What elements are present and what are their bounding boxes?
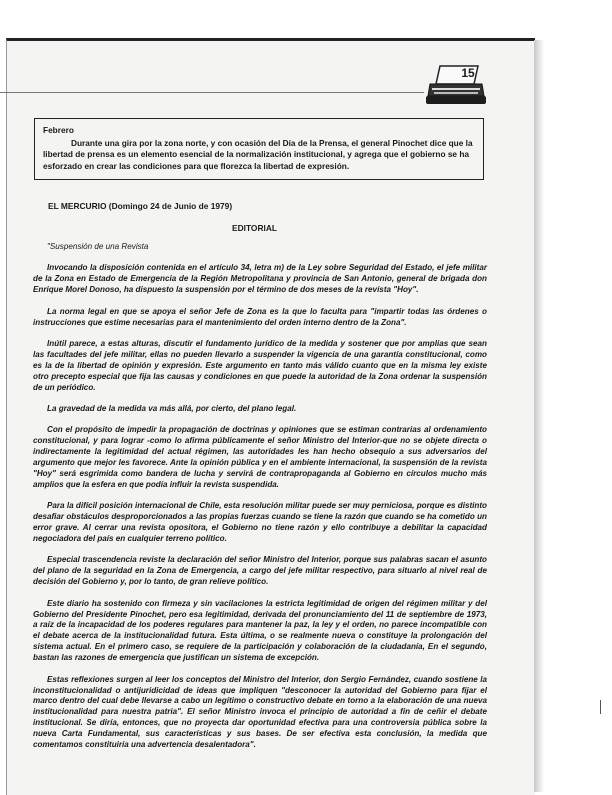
article-paragraph: Con el propósito de impedir la propagación de doctrinas y opiniones que se estiman contrarias al ordenamiento constitucional, y para lograr -como lo afirma públicamente el señor Ministro del Interior-que no se objete directa o indirectamente la legitimidad del actual régimen, las autoridades les han hecho obsequio a sus adversarios del argumento que mejor les favorece. Ante la opinión pública y en el ambiente internacional, la suspensión de la revista "Hoy" será esgrimida como bandera de lucha y servirá de contrapropaganda al Gobierno en círculos mucho más amplios que la esfera en que podía influir la revista suspendida. <box>33 425 487 489</box>
summary-month: Febrero <box>43 125 74 135</box>
article-paragraph: Para la difícil posición internacional de Chile, esta resolución militar puede ser muy perniciosa, porque es distinto desafiar obstáculos desproporcionados a las propias fuerzas cuando se tiene la razón que cuando se ha cometido un error grave. Al cerrar una revista opositora, el Gobierno no tiene razón y ello contribuye a debilitar la capacidad negociadora del país en cualquier terreno político. <box>33 501 487 544</box>
article-paragraph: Invocando la disposición contenida en el artículo 34, letra m) de la Ley sobre Seguridad del Estado, el jefe militar de la Zona en Estado de Emergencia de la Región Metropolitana y provincia de San Antonio, general de brigada don Enrique Morel Donoso, ha dispuesto la suspensión por el término de dos meses de la revista "Hoy". <box>33 263 487 295</box>
article-paragraph: La norma legal en que se apoya el señor Jefe de Zona es la que lo faculta para "impartir todas las órdenes o instrucciones que estime necesarias para el mantenimiento del orden interno dentro de la Zona". <box>33 306 487 327</box>
article-paragraph: Este diario ha sostenido con firmeza y sin vacilaciones la estricta legitimidad de origen del régimen militar y del Gobierno del Presidente Pinochet, pero esa legitimidad, derivada del pronunciamiento del 11 de septiembre de 1973, a raíz de la incapacidad de los poderes regulares para mantener la paz, la ley y el orden, no parece incompatible con el debate acerca de la institucionalidad futura. Esta última, o se realmente nueva o constituye la prolongación del sistema actual. En el primero caso, se requiere de la participación y colaboración de la ciudadanía, En el segundo, bastan las razones de emergencia que justifican un sistema de excepción. <box>33 598 487 663</box>
section-title: EDITORIAL <box>232 223 277 233</box>
summary-box <box>34 118 484 180</box>
page-edge-shadow <box>534 40 544 792</box>
article-body <box>33 242 487 761</box>
summary-text: Durante una gira por la zona norte, y con ocasión del Día de la Prensa, el general Pinochet dice que la libertad de prensa es un elemento esencial de la normalización institucional, y agrega que el gobierno se ha esforzado en crear las condiciones para que florezca la libertad de expresión. <box>43 137 473 171</box>
source-line: EL MERCURIO (Domingo 24 de Junio de 1979) <box>48 201 233 211</box>
header-rule <box>0 92 424 93</box>
margin-mark <box>600 700 601 714</box>
article-paragraph: Inútil parece, a estas alturas, discutir el fundamento jurídico de la medida y sostener que por amplias que sean las facultades del jefe militar, ellas no pueden llevarlo a suspender la vigencia de una garantía constitucional, como es la de la libertad de opinión y expresión. Este argumento en tanto más válido cuanto que en la misma ley existe otro precepto especial que fija las causas y condiciones en que puede la autoridad de la Zona ordenar la suspensión de un periódico. <box>33 338 487 392</box>
article-paragraph: La gravedad de la medida va más allá, por cierto, del plano legal. <box>47 403 297 413</box>
article-paragraph: Estas reflexiones surgen al leer los conceptos del Ministro del Interior, don Sergio Fernández, cuando sostiene la inconstitucionalidad o antijuridicidad de ideas que impliquen "desconocer la autoridad del Gobierno para fijar el marco dentro del cual debe llevarse a cabo un legítimo o constructivo debate en torno a la elaboración de una nueva institucionalidad para nuestra patria". El señor Ministro invoca el principio de autoridad a fin de ceñir el debate institucional. Se diría, entonces, que no proyecta dar oportunidad efectiva para una controversia pública sobre la nueva Carta Fundamental, sus características y sus bases. De ser efectiva esta conclusión, la medida que comentamos constituiría una advertencia desalentadora". <box>33 674 487 750</box>
page-number: 15 <box>461 66 475 80</box>
article-title: "Suspensión de una Revista <box>47 242 149 251</box>
article-paragraph: Especial trascendencia reviste la declaración del señor Ministro del Interior, porque sus palabras sacan el asunto del plano de la seguridad en la Zona de Emergencia, a cargo del jefe militar respectivo, para situarlo al nivel real de decisión del Gobierno y, por lo tanto, de gran relieve político. <box>33 555 487 587</box>
